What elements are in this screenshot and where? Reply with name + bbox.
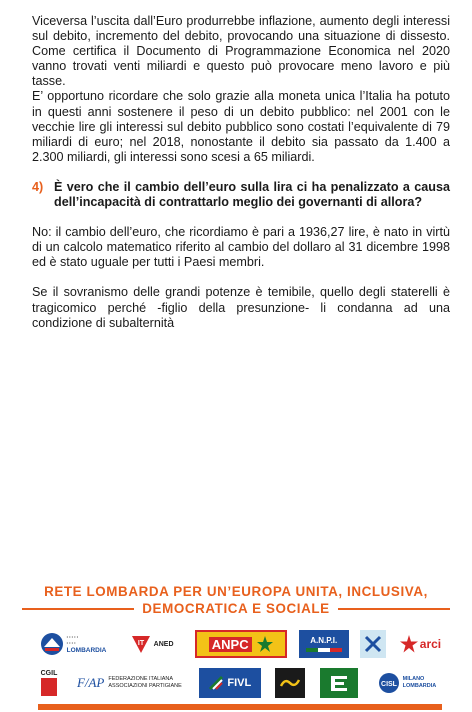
anpc-logo <box>195 630 287 658</box>
fiap-text-line2: ASSOCIAZIONI PARTIGIANE <box>108 683 182 689</box>
network-title <box>14 583 458 617</box>
bottom-accent-bar <box>38 704 442 710</box>
cgil-text: CGIL <box>40 670 58 677</box>
acli-emblem-icon <box>40 632 64 656</box>
title-line-1: RETE LOMBARDA PER UN’EUROPA UNITA, INCLUSIVA, <box>44 584 428 599</box>
acli-logo: • • • • • • • • • LOMBARDIA <box>38 632 108 656</box>
paragraph-euro-exit: Viceversa l’uscita dall’Euro produrrebbe inflazione, aumento degli interessi sul debito, incremento del debito, provocando una situazione di dissesto. Come certifica il Documento di Programmazione Economica nel 2020 vanno trovati venti miliardi e questo può provocare meno lavoro e più tasse. <box>32 14 450 89</box>
arci-star-icon <box>399 634 419 654</box>
svg-text:CISL: CISL <box>380 681 397 688</box>
logo-row-2 <box>38 666 442 700</box>
anpc-text: ANPC <box>209 637 252 652</box>
fivl-flag-icon <box>208 675 224 691</box>
title-rule-left <box>22 608 134 610</box>
aned-triangle-icon <box>130 633 152 655</box>
cisl-text-line1: MILANO <box>402 676 425 682</box>
libera-logo <box>275 668 305 698</box>
fiap-logo: F/AP FEDERAZIONE ITALIANA ASSOCIAZIONI PARTIGIANE <box>76 675 182 690</box>
question-number: 4) <box>32 179 44 194</box>
aned-logo <box>120 633 184 655</box>
logo-row-1 <box>38 626 442 662</box>
partner-x-logo <box>360 630 386 658</box>
fivl-logo <box>199 668 261 698</box>
libera-mark-icon <box>279 676 301 690</box>
fiap-text-line1: FEDERAZIONE ITALIANA <box>108 676 174 682</box>
arci-logo <box>398 634 442 654</box>
cisl-logo <box>372 672 442 694</box>
partner-e-logo <box>320 668 358 698</box>
paragraph-sovereignism: Se il sovranismo delle grandi potenze è temibile, quello degli staterelli è tragicomico perché -figlio della presunzione- li condanna ad una condizione di subalternità <box>32 285 450 330</box>
title-rule-right <box>338 608 450 610</box>
question-4 <box>32 180 450 210</box>
x-mark-icon <box>363 634 383 654</box>
cisl-emblem-icon <box>378 672 400 694</box>
paragraph-single-currency: E’ opportuno ricordare che solo grazie alla moneta unica l’Italia ha potuto in questi anni sostenere il peso di un debito pubblico: nel 2001 con le vecchie lire gli interessi sul debito pubblico sono costati l’equivalente di 79 miliardi di euro; nel 2018, nonostante il debito sia passato da 1.400 a 2.300 miliardi, gli interessi sono scesi a 65 miliardi. <box>32 89 450 164</box>
anpi-text: A.N.P.I. <box>310 636 338 645</box>
acli-lombardia-text: LOMBARDIA <box>66 647 107 654</box>
question-text: È vero che il cambio dell’euro sulla lira ci ha penalizzato a causa dell’incapacità di contrattarlo meglio dei governanti di allora? <box>54 179 450 210</box>
svg-text:IT: IT <box>137 640 144 647</box>
anpi-logo <box>299 630 349 658</box>
cisl-text-line2: LOMBARDIA <box>402 683 437 689</box>
aned-text: ANED <box>153 640 174 648</box>
cgil-logo <box>38 670 60 696</box>
body-text <box>32 14 450 331</box>
paragraph-answer: No: il cambio dell’euro, che ricordiamo è pari a 1936,27 lire, è nato in virtù di un calcolo matematico riferito al cambio del dollaro al 31 dicembre 1998 ed è stato uguale per tutti i Paesi membri. <box>32 225 450 270</box>
arci-text: arci <box>419 637 442 651</box>
e-mark-icon <box>329 674 349 692</box>
fivl-text: FIVL <box>227 677 252 689</box>
anpc-star-icon <box>256 635 274 653</box>
title-line-2: DEMOCRATICA E SOCIALE <box>14 600 458 617</box>
